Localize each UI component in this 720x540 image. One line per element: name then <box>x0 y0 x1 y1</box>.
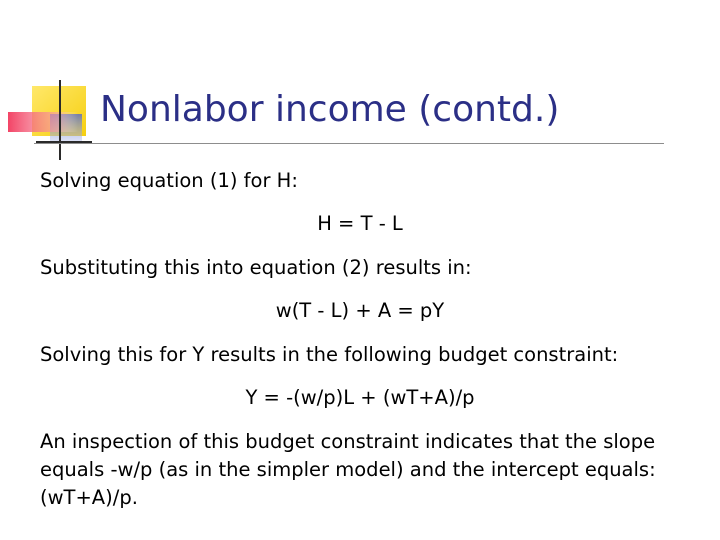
text-line-1: Solving equation (1) for H: <box>40 169 298 192</box>
equation-2: w(T - L) + A = pY <box>275 299 445 322</box>
equation-3: Y = -(w/p)L + (wT+A)/p <box>245 386 475 409</box>
text-line-2: Substituting this into equation (2) results in: <box>40 256 472 279</box>
equation-1: H = T - L <box>317 212 403 235</box>
red-bar <box>8 112 78 132</box>
slide-title: Nonlabor income (contd.) <box>100 89 560 130</box>
conclusion-paragraph: An inspection of this budget constraint indicates that the slope equals -w/p (as in the simpler model) and the intercept equals: (wT+A)/p. <box>40 430 656 509</box>
text-line-3: Solving this for Y results in the following budget constraint: <box>40 343 619 366</box>
title-divider <box>34 143 664 144</box>
